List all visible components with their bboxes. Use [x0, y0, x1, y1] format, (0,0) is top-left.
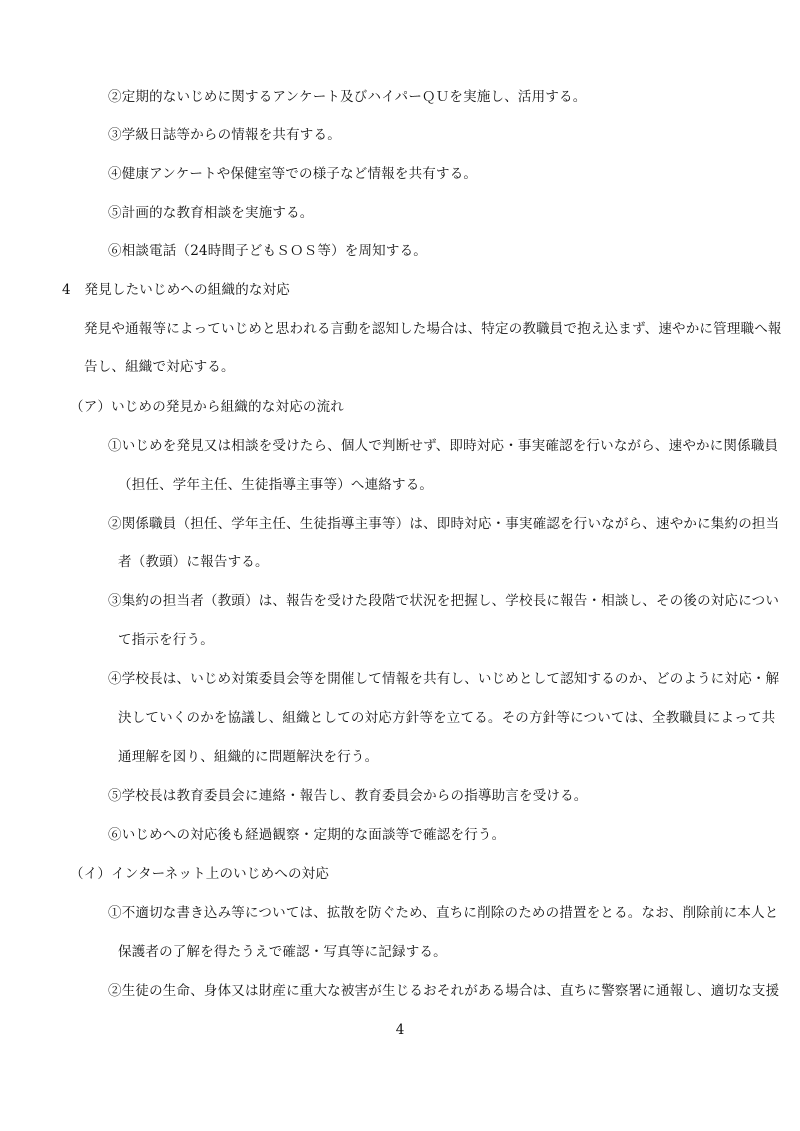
- list-item-continuation: 保護者の了解を得たうえで確認・写真等に記録する。: [118, 944, 447, 960]
- list-item-continuation: 者（教頭）に報告する。: [118, 554, 269, 570]
- paragraph-line: 発見や通報等によっていじめと思われる言動を認知した場合は、特定の教職員で抱え込まず、速やかに管理職へ報: [84, 321, 782, 337]
- list-item: ②関係職員（担任、学年主任、生徒指導主事等）は、即時対応・事実確認を行いながら、速やかに集約の担当: [108, 516, 780, 532]
- paragraph-line: 告し、組織で対応する。: [84, 359, 235, 375]
- list-item: ③集約の担当者（教頭）は、報告を受けた段階で状況を把握し、学校長に報告・相談し、その後の対応につい: [108, 593, 780, 609]
- list-item-continuation: 決していくのかを協議し、組織としての対応方針等を立てる。その方針等については、全教職員によって共: [118, 710, 776, 726]
- section-heading: 4 発見したいじめへの組織的な対応: [62, 282, 290, 298]
- list-item: ②生徒の生命、身体又は財産に重大な被害が生じるおそれがある場合は、直ちに警察署に通報し、適切な支援: [108, 983, 780, 999]
- list-item: ①いじめを発見又は相談を受けたら、個人で判断せず、即時対応・事実確認を行いながら、速やかに関係職員: [108, 438, 779, 454]
- list-item: ②定期的ないじめに関するアンケート及びハイパーＱＵを実施し、活用する。: [108, 89, 587, 105]
- list-item: ④健康アンケートや保健室等での様子など情報を共有する。: [108, 166, 478, 182]
- list-item: ⑥相談電話（24時間子どもＳＯＳ等）を周知する。: [108, 243, 427, 259]
- page-number: 4: [395, 1022, 405, 1038]
- list-item: ⑥いじめへの対応後も経過観察・定期的な面談等で確認を行う。: [108, 827, 506, 843]
- list-item: ⑤計画的な教育相談を実施する。: [108, 205, 314, 221]
- subsection-heading: （イ）インターネット上のいじめへの対応: [70, 866, 330, 882]
- list-item: ①不適切な書き込み等については、拡散を防ぐため、直ちに削除のための措置をとる。なお、削除前に本人と: [108, 905, 779, 921]
- list-item: ④学校長は、いじめ対策委員会等を開催して情報を共有し、いじめとして認知するのか、どのように対応・解: [108, 671, 780, 687]
- list-item: ③学級日誌等からの情報を共有する。: [108, 127, 341, 143]
- list-item: ⑤学校長は教育委員会に連絡・報告し、教育委員会からの指導助言を受ける。: [108, 788, 588, 804]
- subsection-heading: （ア）いじめの発見から組織的な対応の流れ: [70, 399, 344, 415]
- list-item-continuation: （担任、学年主任、生徒指導主事等）へ連絡する。: [118, 477, 434, 493]
- list-item-continuation: 通理解を図り、組織的に問題解決を行う。: [118, 749, 379, 765]
- list-item-continuation: て指示を行う。: [118, 632, 214, 648]
